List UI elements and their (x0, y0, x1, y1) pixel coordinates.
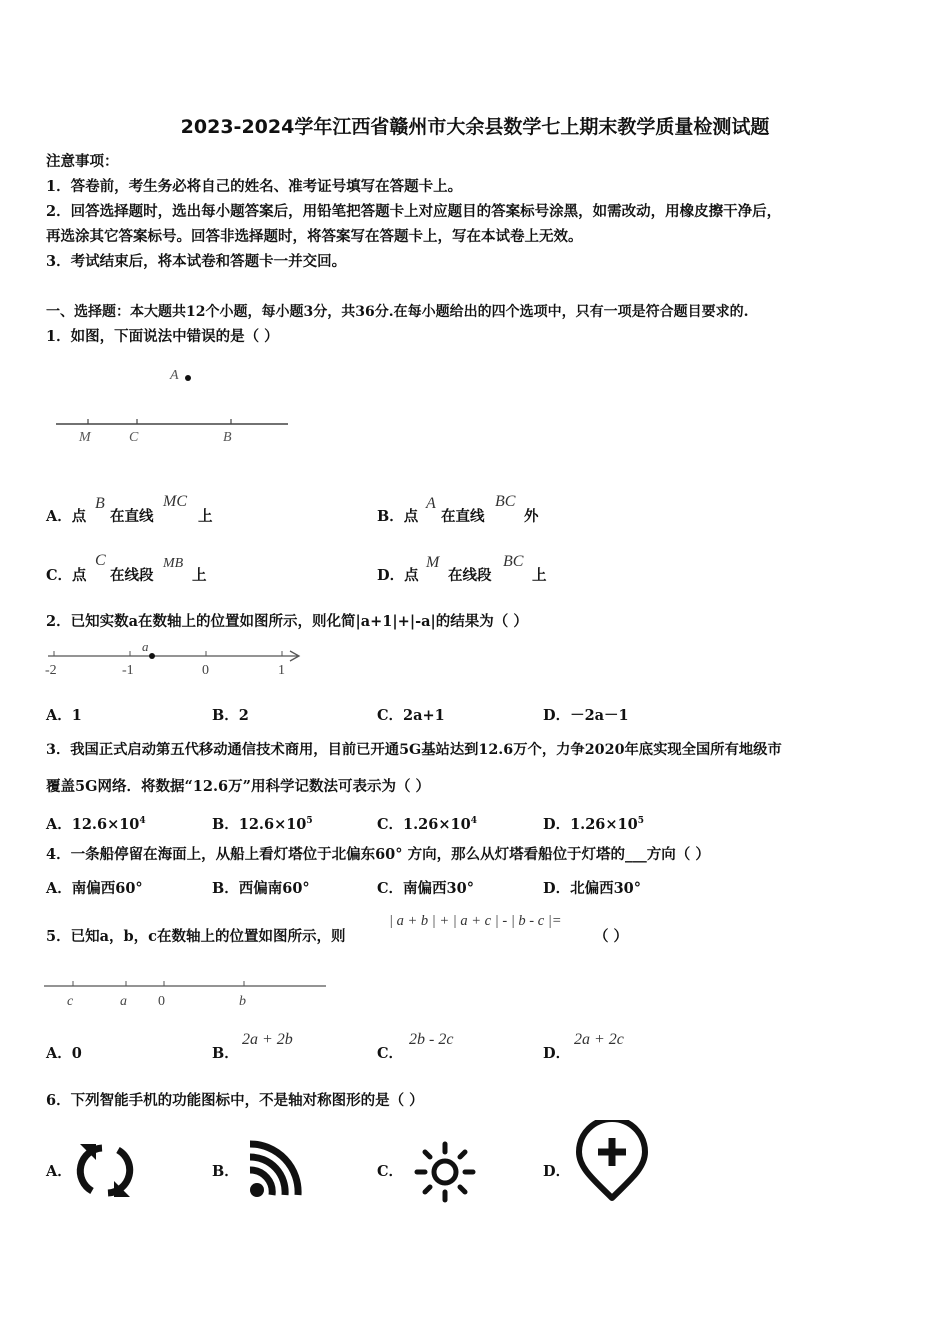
option-var: M (426, 554, 440, 571)
point-a-dot (185, 375, 191, 381)
question-3-stem-cont: 覆盖5G网络．将数据“12.6万”用科学记数法可表示为（ ） (46, 778, 431, 795)
label-c: c (67, 994, 74, 1009)
q2-option-d[interactable]: D．－2a－1 (543, 707, 629, 724)
point-a-label: A (170, 368, 179, 383)
tick-label: -1 (122, 663, 134, 678)
q2-option-c[interactable]: C．2a+1 (377, 707, 445, 724)
q4-option-a[interactable]: A．南偏西60° (46, 880, 143, 897)
page-title: 2023-2024学年江西省赣州市大余县数学七上期末教学质量检测试题 (180, 116, 770, 138)
option-math: 2b - 2c (409, 1031, 454, 1048)
tick-label: 0 (202, 663, 209, 678)
add-location-icon (574, 1120, 650, 1204)
point-a-label: a (142, 639, 149, 654)
rss-feed-icon (244, 1140, 306, 1204)
section-heading: 一、选择题：本大题共12个小题，每小题3分，共36分.在每小题给出的四个选项中，只有一项是符合题目要求的. (46, 304, 749, 320)
label-b: b (239, 994, 246, 1009)
option-text: B．12.6×10 (212, 816, 307, 833)
q5-paren: （ ） (594, 928, 629, 945)
option-text: D．1.26×10 (543, 816, 638, 833)
q3-option-c[interactable] (377, 811, 477, 835)
option-text: A．12.6×10 (46, 816, 140, 833)
notice-heading: 注意事项： (46, 153, 119, 170)
option-prefix: D． (543, 1045, 571, 1062)
question-3-stem: 3．我国正式启动第五代移动通信技术商用，目前已开通5G基站达到12.6万个，力争2020年底实现全国所有地级市 (46, 742, 782, 758)
option-text: 在线段 (110, 567, 154, 584)
option-text: 在线段 (448, 567, 492, 584)
notice-item: 2．回答选择题时，选出每小题答案后，用铅笔把答题卡上对应题目的答案标号涂黑，如需改动，用橡皮擦干净后， (46, 203, 782, 220)
refresh-icon (72, 1140, 138, 1202)
q4-option-d[interactable]: D．北偏西30° (543, 880, 642, 897)
option-prefix: D．点 (377, 567, 419, 584)
question-2-stem: 2．已知实数a在数轴上的位置如图所示，则化简|a+1|+|-a|的结果为（ ） (46, 613, 528, 630)
q2-number-line (40, 638, 310, 683)
option-text: 上 (192, 567, 207, 584)
q4-option-b[interactable]: B．西偏南60° (212, 880, 310, 897)
q5-expression: | a + b | + | a + c | - | b - c |= (389, 913, 562, 929)
option-var: A (426, 495, 436, 512)
option-prefix: B．点 (377, 508, 419, 525)
option-text: 上 (198, 508, 213, 525)
option-prefix: D． (543, 1163, 571, 1180)
exponent: 5 (637, 816, 644, 826)
label-a: a (120, 994, 127, 1009)
option-prefix: C．点 (46, 567, 87, 584)
point-b-label: B (223, 430, 232, 445)
option-var: B (95, 495, 105, 512)
option-text: 上 (532, 567, 547, 584)
option-math: 2a + 2c (574, 1031, 624, 1048)
option-math: 2a + 2b (242, 1031, 293, 1048)
option-prefix: C． (377, 1163, 404, 1180)
q3-option-b[interactable] (212, 811, 313, 835)
notice-item: 3．考试结束后，将本试卷和答题卡一并交回。 (46, 253, 347, 270)
option-var: C (95, 552, 106, 569)
sun-brightness-icon (413, 1140, 477, 1204)
option-text: 在直线 (110, 508, 154, 525)
option-text: 在直线 (441, 508, 485, 525)
point-c-label: C (129, 430, 139, 445)
notice-item: 1．答卷前，考生务必将自己的姓名、准考证号填写在答题卡上。 (46, 178, 463, 195)
option-prefix: C． (377, 1045, 404, 1062)
q5-option-a[interactable]: A．0 (46, 1045, 82, 1062)
q2-option-b[interactable]: B．2 (212, 707, 249, 724)
question-5-stem: 5．已知a，b，c在数轴上的位置如图所示，则 (46, 928, 346, 945)
question-4-stem: 4．一条船停留在海面上，从船上看灯塔位于北偏东60° 方向，那么从灯塔看船位于灯塔的___方向（ ） (46, 846, 710, 863)
option-prefix: B． (212, 1163, 239, 1180)
exponent: 5 (306, 816, 313, 826)
option-var: MB (163, 556, 184, 571)
exponent: 4 (470, 816, 477, 826)
q4-option-c[interactable]: C．南偏西30° (377, 880, 474, 897)
option-var: MC (163, 493, 187, 510)
tick-label: 1 (278, 663, 285, 678)
q1-line-figure (50, 360, 300, 455)
label-0: 0 (158, 994, 165, 1009)
q3-option-d[interactable] (543, 811, 644, 835)
question-1-stem: 1．如图，下面说法中错误的是（ ） (46, 328, 279, 345)
q2-option-a[interactable]: A．1 (46, 707, 82, 724)
exponent: 4 (139, 816, 146, 826)
option-var: BC (495, 493, 516, 510)
point-a-dot (149, 653, 155, 659)
tick-label: -2 (45, 663, 57, 678)
q5-number-line (40, 970, 335, 1015)
option-text: 外 (524, 508, 539, 525)
notice-item: 再选涂其它答案标号。回答非选择题时，将答案写在答题卡上，写在本试卷上无效。 (46, 228, 583, 245)
option-prefix: A． (46, 1163, 72, 1180)
option-var: BC (503, 553, 524, 570)
point-m-label: M (79, 430, 91, 445)
q3-option-a[interactable] (46, 811, 146, 835)
question-6-stem: 6．下列智能手机的功能图标中，不是轴对称图形的是（ ） (46, 1092, 424, 1109)
option-prefix: B． (212, 1045, 239, 1062)
option-prefix: A．点 (46, 508, 87, 525)
option-text: C．1.26×10 (377, 816, 471, 833)
